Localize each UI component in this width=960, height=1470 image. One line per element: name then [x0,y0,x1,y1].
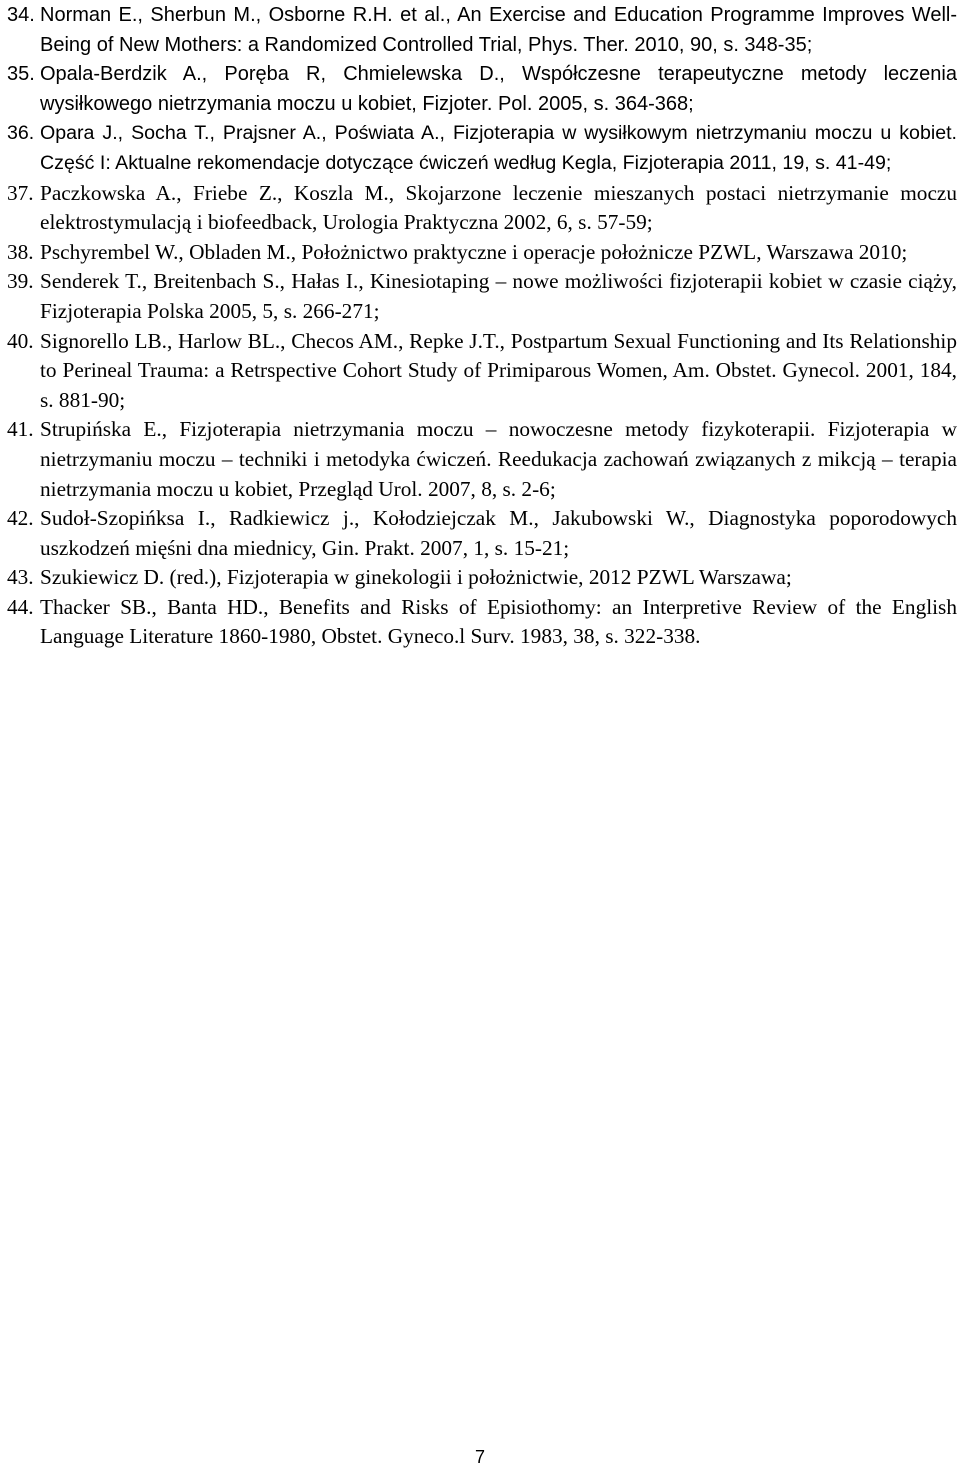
reference-text: Sudoł-Szopińksa I., Radkiewicz j., Kołodziejczak M., Jakubowski W., Diagnostyka poporodowych uszkodzeń mięśni dna miednicy, Gin. Prakt. 2007, 1, s. 15-21; [40,506,957,560]
reference-text: Signorello LB., Harlow BL., Checos AM., Repke J.T., Postpartum Sexual Functioning and Its Relationship to Perineal Trauma: a Retrspective Cohort Study of Primiparous Women, Am. Obstet. Gynecol. 2001, 184, s. 881-90; [40,328,957,412]
reference-number: 35. [7,63,35,86]
reference-item-40 [7,327,957,416]
reference-item-43 [7,563,957,593]
reference-item-34 [7,1,957,60]
reference-text: Thacker SB., Banta HD., Benefits and Risks of Episiothomy: an Interpretive Review of the English Language Literature 1860-1980, Obstet. Gyneco.l Surv. 1983, 38, s. 322-338. [40,594,957,649]
reference-text: Pschyrembel W., Obladen M., Położnictwo praktyczne i operacje położnicze PZWL, Warszawa 2010; [40,239,908,264]
reference-item-36 [7,119,957,178]
reference-item-41 [7,415,957,504]
reference-item-38 [7,238,957,268]
reference-number: 43. [7,565,34,590]
page-number: 7 [474,1447,485,1467]
reference-item-42 [7,504,957,563]
reference-number: 36. [7,122,35,145]
reference-item-39 [7,267,957,326]
reference-list [7,0,957,652]
reference-text: Paczkowska A., Friebe Z., Koszla M., Skojarzone leczenie mieszanych postaci nietrzymanie moczu elektrostymulacją i biofeedback, Urologia Praktyczna 2002, 6, s. 57-59; [40,180,957,235]
reference-item-37 [7,179,957,238]
reference-number: 42. [7,506,34,531]
reference-number: 39. [7,269,34,294]
reference-text: Strupińska E., Fizjoterapia nietrzymania moczu – nowoczesne metody fizykoterapii. Fizjoterapia w nietrzymaniu moczu – techniki i metodyka ćwiczeń. Reedukacja zachowań związanych z mikcją – terapia nietrzymania moczu u kobiet, Przegląd Urol. 2007, 8, s. 2-6; [40,417,957,501]
reference-text: Opala-Berdzik A., Poręba R, Chmielewska D., Współczesne terapeutyczne metody leczenia wysiłkowego nietrzymania moczu u kobiet, Fizjoter. Pol. 2005, s. 364-368; [40,63,957,115]
reference-text: Norman E., Sherbun M., Osborne R.H. et al., An Exercise and Education Programme Improves Well-Being of New Mothers: a Randomized Controlled Trial, Phys. Ther. 2010, 90, s. 348-35; [40,4,957,56]
reference-item-35 [7,60,957,119]
reference-number: 34. [7,4,35,26]
reference-text: Senderek T., Breitenbach S., Hałas I., Kinesiotaping – nowe możliwości fizjoterapii kobiet w czasie ciąży, Fizjoterapia Polska 2005, 5, s. 266-271; [40,269,957,323]
reference-text: Opara J., Socha T., Prajsner A., Poświata A., Fizjoterapia w wysiłkowym nietrzymaniu moczu u kobiet. Część I: Aktualne rekomendacje dotyczące ćwiczeń według Kegla, Fizjoterapia 2011, 19, s. 41-49; [40,122,957,174]
reference-text: Szukiewicz D. (red.), Fizjoterapia w ginekologii i położnictwie, 2012 PZWL Warszawa; [40,565,792,590]
reference-number: 44. [7,594,34,619]
reference-number: 37. [7,180,34,205]
reference-number: 38. [7,239,34,264]
reference-number: 40. [7,328,34,353]
reference-number: 41. [7,417,34,442]
reference-item-44 [7,593,957,652]
